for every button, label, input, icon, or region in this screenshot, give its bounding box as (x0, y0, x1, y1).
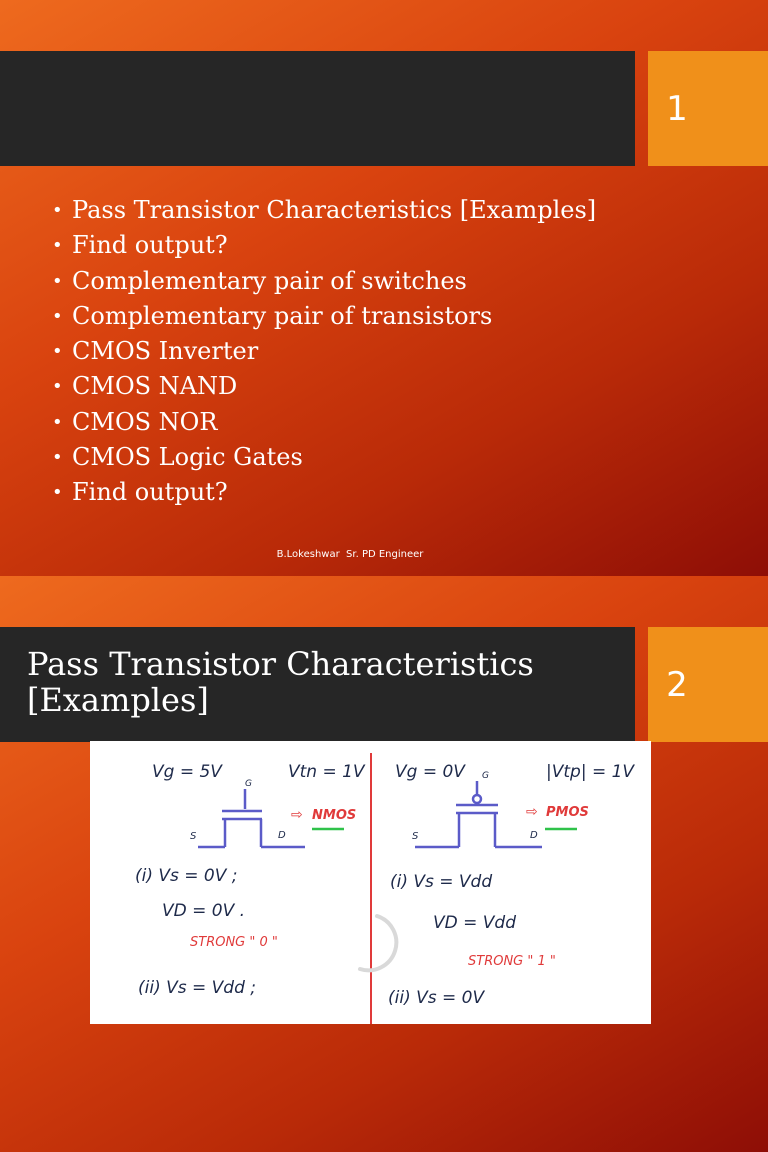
agenda-list (52, 193, 596, 511)
left-gate-label: G (245, 779, 252, 789)
left-source-label: S (190, 831, 197, 842)
right-source-label: S (412, 831, 419, 842)
slide-footer: B.Lokeshwar Sr. PD Engineer (276, 549, 424, 560)
pmos-symbol (415, 781, 542, 847)
agenda-item: • CMOS NOR (52, 405, 596, 440)
left-case2-vs: (ii) Vs = Vdd ; (138, 978, 256, 998)
agenda-item: • Complementary pair of switches (52, 264, 596, 299)
loading-spinner-icon (360, 916, 396, 970)
nmos-arrow-icon: ⇨ (291, 807, 303, 823)
slide-title (27, 646, 534, 718)
slide-number: 2 (666, 664, 688, 705)
agenda-item: • Pass Transistor Characteristics [Examples] (52, 193, 596, 228)
right-gate-label: G (482, 771, 489, 781)
agenda-item: • CMOS NAND (52, 369, 596, 404)
right-drain-label: D (530, 830, 538, 841)
pmos-arrow-icon: ⇨ (526, 804, 538, 820)
slide-number: 1 (666, 88, 688, 129)
right-vg-label: Vg = 0V (395, 762, 465, 782)
left-vtn-label: Vtn = 1V (288, 762, 365, 782)
agenda-item: • CMOS Logic Gates (52, 440, 596, 475)
slide-title-line-2: [Examples] (27, 681, 209, 719)
right-case1-vd: VD = Vdd (433, 913, 516, 933)
handwritten-figure (90, 741, 651, 1024)
left-type-label: NMOS (312, 808, 357, 823)
right-case1-vs: (i) Vs = Vdd (390, 872, 493, 892)
agenda-item: • CMOS Inverter (52, 334, 596, 369)
right-case1-result: STRONG " 1 " (468, 954, 556, 969)
left-drain-label: D (278, 830, 286, 841)
left-case1-vs: (i) Vs = 0V ; (135, 866, 238, 886)
pass-transistor-diagram (90, 741, 651, 1024)
right-type-label: PMOS (546, 805, 589, 820)
agenda-item: • Find output? (52, 228, 596, 263)
slide-title-line-1: Pass Transistor Characteristics (27, 645, 534, 683)
left-case1-result: STRONG " 0 " (190, 935, 278, 950)
agenda-item: • Find output? (52, 475, 596, 510)
nmos-symbol (198, 789, 305, 847)
right-vtp-label: |Vtp| = 1V (546, 762, 635, 782)
slide-number-box (648, 627, 768, 742)
right-case2-vs: (ii) Vs = 0V (388, 988, 485, 1008)
left-case1-vd: VD = 0V . (162, 901, 246, 921)
title-bar (0, 51, 635, 166)
agenda-item: • Complementary pair of transistors (52, 299, 596, 334)
left-vg-label: Vg = 5V (152, 762, 222, 782)
slide-number-box (648, 51, 768, 166)
